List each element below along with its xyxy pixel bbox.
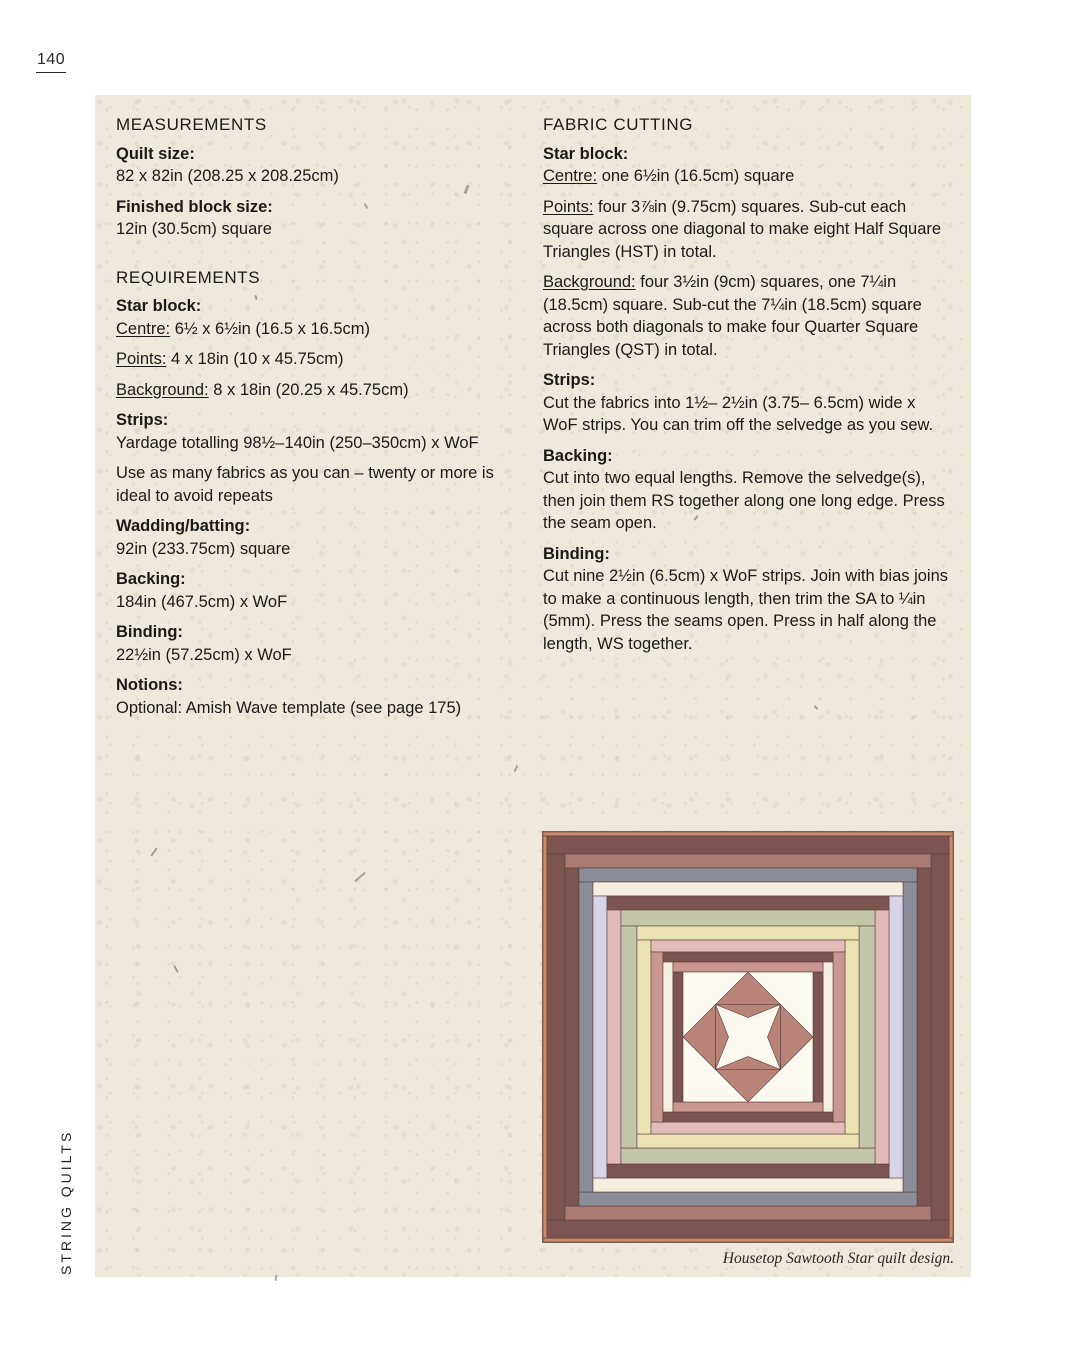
req-wadding-value: 92in (233.75cm) square	[116, 539, 291, 558]
fabric-cutting-heading: FABRIC CUTTING	[543, 115, 694, 134]
quilt-strip-left-3	[579, 882, 593, 1192]
quilt-strip-right-1	[931, 854, 949, 1220]
quilt-strip-top-1	[547, 836, 949, 854]
quilt-strip-right-10	[813, 972, 823, 1102]
page-number-rule	[36, 72, 66, 73]
cut-background-label: Background:	[543, 273, 636, 291]
quilt-size-value: 82 x 82in (208.25 x 208.25cm)	[116, 167, 339, 185]
quilt-illustration	[543, 832, 953, 1242]
req-backing-value: 184in (467.5cm) x WoF	[116, 592, 288, 611]
quilt-strip-bottom-3	[579, 1192, 917, 1206]
cut-centre-value: one 6½in (16.5cm) square	[597, 167, 795, 185]
quilt-strip-right-0	[949, 836, 953, 1238]
quilt-strip-top-6	[621, 910, 875, 926]
quilt-strip-bottom-1	[547, 1220, 949, 1238]
quilt-strip-bottom-2	[565, 1206, 931, 1220]
quilt-strip-top-2	[565, 854, 931, 868]
quilt-strip-left-5	[607, 910, 621, 1164]
cut-centre	[543, 165, 953, 188]
quilt-strip-right-9	[823, 962, 833, 1112]
quilt-strip-right-7	[845, 940, 859, 1134]
cut-backing-value: Cut into two equal lengths. Remove the selvedge(s), then join them RS together along one long edge. Press the seam open.	[543, 469, 945, 532]
req-points-value: 4 x 18in (10 x 45.75cm)	[166, 350, 344, 368]
cut-backing-label: Backing:	[543, 446, 613, 465]
req-binding-value: 22½in (57.25cm) x WoF	[116, 645, 292, 664]
cut-star-block-label: Star block:	[543, 144, 629, 163]
quilt-strip-left-7	[637, 940, 651, 1134]
req-centre-value: 6½ x 6½in (16.5 x 16.5cm)	[170, 319, 371, 338]
quilt-strip-top-7	[637, 926, 859, 940]
req-wadding-label: Wadding/batting:	[116, 517, 251, 535]
req-background-value: 8 x 18in (20.25 x 45.75cm)	[208, 380, 409, 399]
req-backing-label: Backing:	[116, 570, 186, 588]
req-notions-label: Notions:	[116, 676, 183, 694]
req-background-label: Background:	[116, 380, 209, 399]
req-centre-label: Centre:	[116, 319, 171, 338]
req-points-label: Points:	[116, 350, 167, 368]
quilt-strip-bottom-6	[621, 1148, 875, 1164]
quilt-strip-bottom-9	[663, 1112, 833, 1122]
quilt-strip-bottom-10	[673, 1102, 823, 1112]
cut-centre-label: Centre:	[543, 167, 598, 185]
quilt-strip-left-6	[621, 926, 637, 1148]
block-size-value: 12in (30.5cm) square	[116, 220, 272, 238]
quilt-strip-top-3	[579, 868, 917, 882]
cut-points	[543, 196, 953, 264]
quilt-strip-right-2	[917, 868, 931, 1206]
cut-binding-label: Binding:	[543, 544, 610, 563]
cut-points-label: Points:	[543, 197, 594, 216]
quilt-strip-left-0	[543, 836, 547, 1238]
block-size-label: Finished block size:	[116, 197, 273, 216]
cut-points-value: four 3⅞in (9.75cm) squares. Sub-cut each square across one diagonal to make eight Half Square Triangles (HST) in total.	[543, 197, 942, 261]
quilt-strip-bottom-7	[637, 1134, 859, 1148]
quilt-strip-right-5	[875, 910, 889, 1164]
quilt-strip-bottom-4	[593, 1178, 903, 1192]
req-binding-label: Binding:	[116, 623, 183, 641]
quilt-strip-top-5	[607, 896, 889, 910]
req-background	[116, 379, 516, 402]
quilt-strip-top-8	[651, 940, 845, 952]
quilt-strip-bottom-0	[543, 1238, 953, 1242]
cut-background-value: four 3½in (9cm) squares, one 7¼in (18.5cm) square. Sub-cut the 7¼in (18.5cm) square across both diagonals to make four Quarter Square Triangles (QST) in total.	[543, 273, 922, 359]
cut-strips-value: Cut the fabrics into 1½– 2½in (3.75– 6.5cm) wide x WoF strips. You can trim off the selvedge as you sew.	[543, 393, 934, 434]
measurements-heading: MEASUREMENTS	[116, 115, 267, 134]
req-star-block-label: Star block:	[116, 297, 202, 315]
req-strips-value: Yardage totalling 98½–140in (250–350cm) x WoF	[116, 433, 479, 452]
cut-strips-label: Strips:	[543, 371, 596, 389]
right-column	[543, 110, 953, 655]
section-label: STRING QUILTS	[58, 1129, 74, 1275]
quilt-strip-right-4	[889, 896, 903, 1178]
quilt-strip-left-9	[663, 962, 673, 1112]
cut-binding-value: Cut nine 2½in (6.5cm) x WoF strips. Join with bias joins to make a continuous length, then trim the SA to ¼in (5mm). Press the seams open. Press in half along the length, WS together.	[543, 567, 949, 653]
quilt-strip-left-1	[547, 854, 565, 1220]
quilt-strip-left-8	[651, 952, 663, 1122]
quilt-svg	[543, 832, 953, 1242]
quilt-strip-top-9	[663, 952, 833, 962]
quilt-strip-left-10	[673, 972, 683, 1102]
quilt-strip-top-10	[673, 962, 823, 972]
quilt-strip-bottom-8	[651, 1122, 845, 1134]
quilt-strip-right-6	[859, 926, 875, 1148]
quilt-strip-left-4	[593, 896, 607, 1178]
figure-caption: Housetop Sawtooth Star quilt design.	[722, 1250, 954, 1267]
req-points	[116, 348, 516, 371]
req-strips-label: Strips:	[116, 411, 169, 429]
quilt-strip-right-3	[903, 882, 917, 1192]
req-strips-note: Use as many fabrics as you can – twenty or more is ideal to avoid repeats	[116, 464, 494, 505]
cut-background	[543, 271, 953, 361]
quilt-strip-right-8	[833, 952, 845, 1122]
page-number: 140	[37, 51, 66, 68]
requirements-heading: REQUIREMENTS	[116, 267, 261, 287]
req-centre	[116, 318, 516, 341]
quilt-strip-left-2	[565, 868, 579, 1206]
quilt-size-label: Quilt size:	[116, 144, 195, 163]
req-notions-value: Optional: Amish Wave template (see page 175)	[116, 698, 462, 717]
quilt-strip-bottom-5	[607, 1164, 889, 1178]
quilt-strip-top-4	[593, 882, 903, 896]
quilt-strip-top-0	[543, 832, 953, 836]
left-column	[116, 110, 516, 719]
